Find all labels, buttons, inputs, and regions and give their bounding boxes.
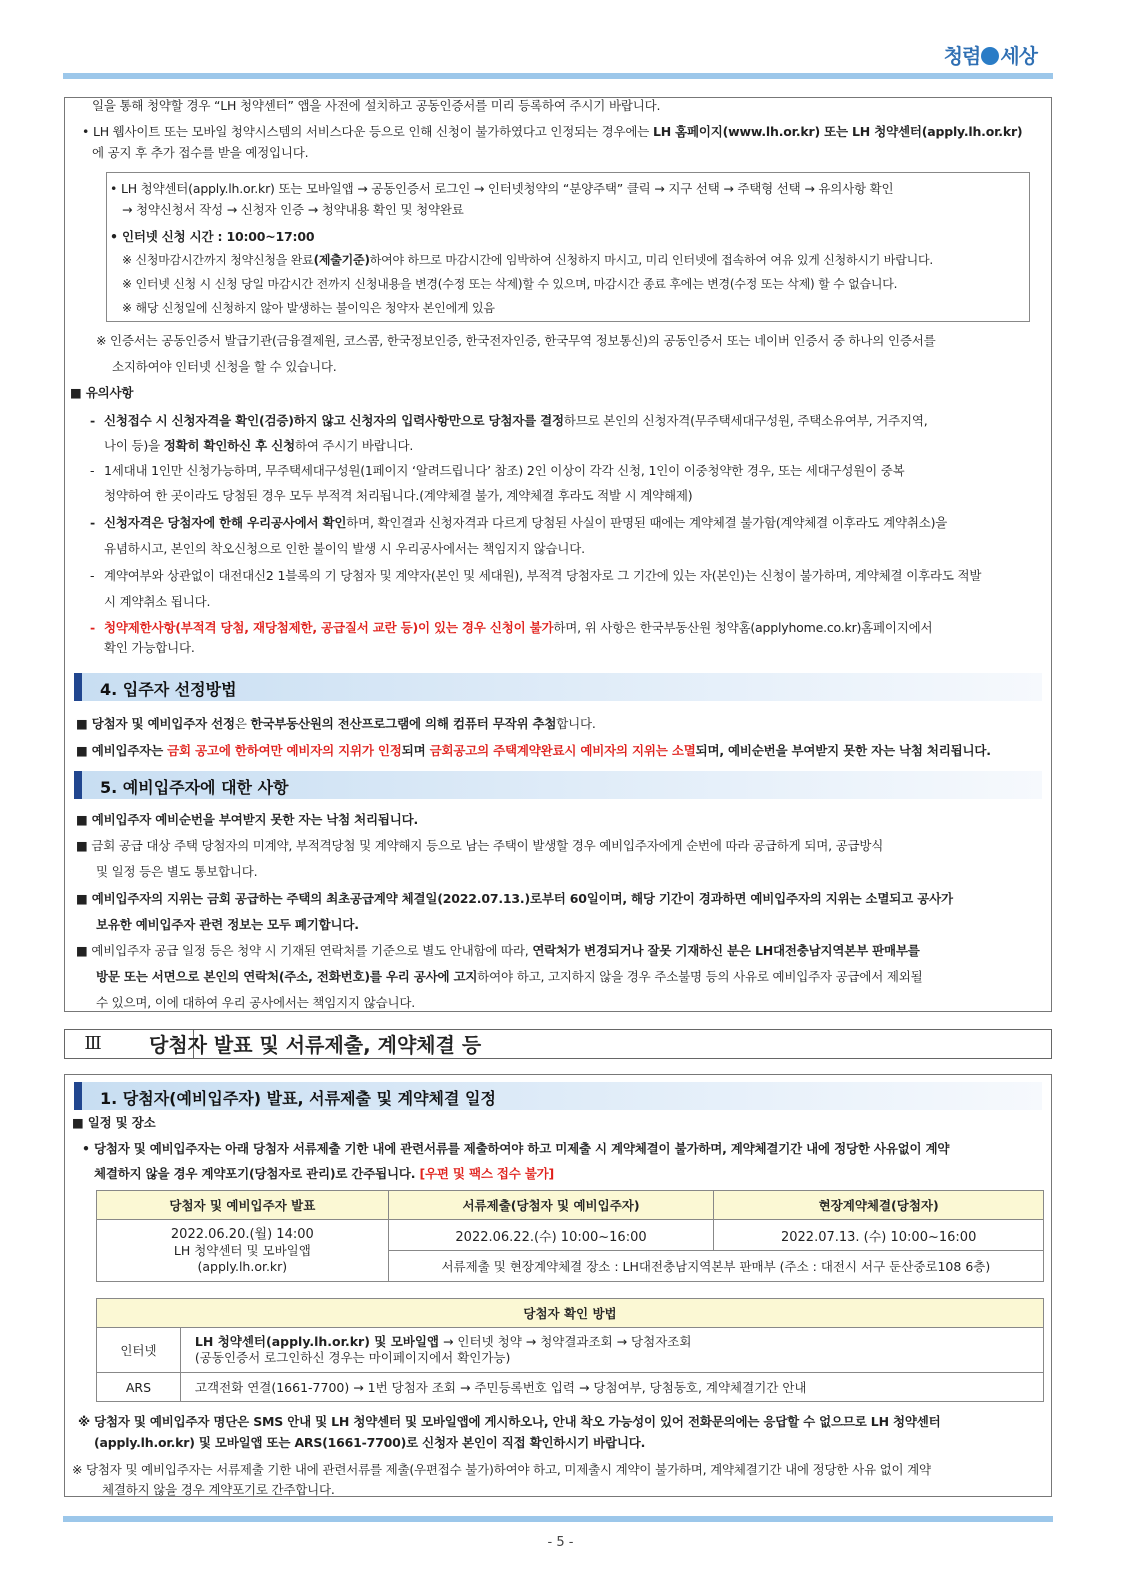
notice-item-4b: 시 계약취소 됩니다. <box>104 594 211 609</box>
contract-date: 2022.07.13. (수) 10:00~16:00 <box>714 1220 1044 1251</box>
schedule-note-2: 체결하지 않을 경우 계약포기(당첨자로 관리)로 간주됩니다. [우편 및 팩스 접수 불가] <box>94 1166 555 1181</box>
part-3-title: 당첨자 발표 및 서류제출, 계약체결 등 <box>149 1033 482 1057</box>
sms-note-2: (apply.lh.or.kr) 및 모바일앱 또는 ARS(1661-7700)로 신청자 본인이 직접 확인하시기 바랍니다. <box>94 1435 646 1450</box>
dash-5: - <box>90 620 95 635</box>
check-header: 당첨자 확인 방법 <box>97 1299 1044 1328</box>
page-number: - 5 - <box>547 1535 574 1550</box>
section-5-heading: 5. 예비입주자에 대한 사항 <box>74 771 1042 799</box>
notice-item-5b: 확인 가능합니다. <box>104 640 195 655</box>
selection-method: ■ 당첨자 및 예비입주자 선정은 한국부동산원의 전산프로그램에 의해 컴퓨터 무작위 추첨합니다. <box>76 716 596 731</box>
contract-note: ※ 당첨자 및 예비입주자는 서류제출 기한 내에 관련서류를 제출(우편접수 불가)하여야 하고, 미제출시 계약이 불가하며, 계약체결기간 내에 정당한 사유 없이 계약 <box>72 1462 931 1477</box>
notice-item-3b: 유념하시고, 본인의 착오신청으로 인한 불이익 발생 시 우리공사에서는 책임지지 않습니다. <box>104 541 585 556</box>
winner-check-table <box>96 1298 1044 1402</box>
reserve-item-2: ■ 금회 공급 대상 주택 당첨자의 미계약, 부적격당첨 및 계약해지 등으로 남는 주택이 발생할 경우 예비입주자에게 순번에 따라 공급하게 되며, 공급방식 <box>76 838 884 853</box>
ars-label: ARS <box>97 1373 181 1402</box>
sms-note: ※ 당첨자 및 예비입주자 명단은 SMS 안내 및 LH 청약센터 및 모바일앱에 게시하오나, 안내 착오 가능성이 있어 전화문의에는 응답할 수 없으므로 LH 청약센터 <box>78 1414 941 1429</box>
header-announce: 당첨자 및 예비입주자 발표 <box>97 1191 389 1220</box>
service-down-text: • LH 웹사이트 또는 모바일 청약시스템의 서비스다운 등으로 인해 신청이 불가하였다고 인정되는 경우에는 LH 홈페이지(www.lh.or.kr) 또는 LH 청약센터(apply.lh.or.kr) <box>82 124 1023 139</box>
dash-4: - <box>90 568 95 583</box>
internet-label: 인터넷 <box>97 1328 181 1373</box>
announce-date: 2022.06.20.(월) 14:00 <box>170 1226 314 1242</box>
notice-item-3: 신청자격은 당첨자에 한해 우리공사에서 확인하며, 확인결과 신청자격과 다르게 당첨된 사실이 판명된 때에는 계약체결 불가함(계약체결 이후라도 계약취소)을 <box>104 515 948 530</box>
content-box-2 <box>64 1074 1052 1497</box>
service-down-text-2: 에 공지 후 추가 접수를 받을 예정입니다. <box>92 145 309 160</box>
ars-method: 고객전화 연결(1661-7700) → 1번 당첨자 조회 → 주민등록번호 입력 → 당첨여부, 당첨동호, 계약체결기간 안내 <box>180 1373 1043 1402</box>
dash-3: - <box>90 515 95 530</box>
notice-item-5: 청약제한사항(부적격 당첨, 재당첨제한, 공급질서 교란 등)이 있는 경우 신청이 불가하며, 위 사항은 한국부동산원 청약홈(applyhome.co.kr)홈페이지에서 <box>104 620 933 635</box>
notice-item-2b: 청약하여 한 곳이라도 당첨된 경우 모두 부적격 처리됩니다.(계약체결 불가, 계약체결 후라도 적발 시 계약해제) <box>104 488 693 503</box>
dash-1: - <box>90 413 95 428</box>
reserve-item-4: ■ 예비입주자 공급 일정 등은 청약 시 기재된 연락처를 기준으로 별도 안내함에 따라, 연락처가 변경되거나 잘못 기재하신 분은 LH대전충남지역본부 판매부를 <box>76 943 920 958</box>
announce-url: (apply.lh.or.kr) <box>197 1258 288 1274</box>
apply-hours: • 인터넷 신청 시간 : 10:00~17:00 <box>110 229 315 244</box>
certificate-note: ※ 인증서는 공동인증서 발급기관(금융결제원, 코스콤, 한국정보인증, 한국전자인증, 한국무역 정보통신)의 공동인증서 또는 네이버 인증서 중 하나의 인증서를 <box>96 333 936 348</box>
dash-2: - <box>90 463 95 478</box>
clean-world-logo: 청렴 세상 <box>943 44 1037 68</box>
notice-heading: ■ 유의사항 <box>70 385 134 400</box>
notice-item-1: 신청접수 시 신청자격을 확인(검증)하지 않고 신청자의 입력사항만으로 당첨자를 결정하므로 본인의 신청자격(무주택세대구성원, 주택소유여부, 거주지역, <box>104 413 928 428</box>
notice-item-2: 1세대내 1인만 신청가능하며, 무주택세대구성원(1페이지 ‘알려드립니다’ 참조) 2인 이상이 각각 신청, 1인이 이중청약한 경우, 또는 세대구성원이 중복 <box>104 463 905 478</box>
part-3-header <box>64 1029 1052 1059</box>
documents-date: 2022.06.22.(수) 10:00~16:00 <box>388 1220 714 1251</box>
certificate-note-2: 소지하여야 인터넷 신청을 할 수 있습니다. <box>112 359 337 374</box>
place-cell: 서류제출 및 현장계약체결 장소 : LH대전충남지역본부 판매부 (주소 : 대전시 서구 둔산중로108 6층) <box>388 1251 1043 1282</box>
section-1-heading: 1. 당첨자(예비입주자) 발표, 서류제출 및 계약체결 일정 <box>74 1082 1042 1110</box>
header-contract: 현장계약체결(당첨자) <box>714 1191 1044 1220</box>
notice-item-4: 계약여부와 상관없이 대전대신2 1블록의 기 당첨자 및 계약자(본인 및 세대원), 부적격 당첨자로 그 기간에 있는 자(본인)는 신청이 불가하며, 계약체결 이후라도 적발 <box>104 568 982 583</box>
bottom-rule <box>63 1516 1053 1522</box>
top-rule <box>63 73 1053 79</box>
reserve-item-1: ■ 예비입주자 예비순번을 부여받지 못한 자는 낙첨 처리됩니다. <box>76 812 419 827</box>
contract-note-2: 체결하지 않을 경우 계약포기로 간주합니다. <box>102 1482 335 1497</box>
header-documents: 서류제출(당첨자 및 예비입주자) <box>388 1191 714 1220</box>
deadline-note: ※ 신청마감시간까지 청약신청을 완료(제출기준)하여야 하므로 마감시간에 임박하여 신청하지 마시고, 미리 인터넷에 접속하여 여유 있게 신청하시기 바랍니다. <box>122 253 933 267</box>
roman-numeral: Ⅲ <box>65 1030 122 1058</box>
reserve-item-4b: 방문 또는 서면으로 본인의 연락처(주소, 전화번호)를 우리 공사에 고지하여야 하고, 고지하지 않을 경우 주소불명 등의 사유로 예비입주자 공급에서 제외될 <box>96 969 923 984</box>
reserve-status: ■ 예비입주자는 금회 공고에 한하여만 예비자의 지위가 인정되며 금회공고의 주택계약완료시 예비자의 지위는 소멸되며, 예비순번을 부여받지 못한 자는 낙첨 처리됩니다. <box>76 743 991 758</box>
procedure-line-1: • LH 청약센터(apply.lh.or.kr) 또는 모바일앱 → 공동인증서 로그인 → 인터넷청약의 “분양주택” 클릭 → 지구 선택 → 주택형 선택 → 유의사항 확인 <box>110 181 894 196</box>
app-install-text: 일을 통해 청약할 경우 “LH 청약센터” 앱을 사전에 설치하고 공동인증서를 미리 등록하여 주시기 바랍니다. <box>92 98 661 113</box>
reserve-item-2b: 및 일정 등은 별도 통보합니다. <box>96 864 258 879</box>
reserve-item-4c: 수 있으며, 이에 대하여 우리 공사에서는 책임지지 않습니다. <box>96 995 415 1010</box>
section-4-heading: 4. 입주자 선정방법 <box>74 673 1042 701</box>
change-note: ※ 인터넷 신청 시 신청 당일 마감시간 전까지 신청내용을 변경(수정 또는 삭제)할 수 있으며, 마감시간 종료 후에는 변경(수정 또는 삭제) 할 수 없습니다. <box>122 277 898 291</box>
globe-icon <box>981 47 999 65</box>
disadvantage-note: ※ 해당 신청일에 신청하지 않아 발생하는 불이익은 청약자 본인에게 있음 <box>122 301 495 315</box>
procedure-line-2: → 청약신청서 작성 → 신청자 인증 → 청약내용 확인 및 청약완료 <box>122 202 464 217</box>
announce-cell <box>97 1220 389 1282</box>
announce-where: LH 청약센터 및 모바일앱 <box>173 1242 311 1258</box>
schedule-note-1: • 당첨자 및 예비입주자는 아래 당첨자 서류제출 기한 내에 관련서류를 제출하여야 하고 미제출 시 계약체결이 불가하며, 계약체결기간 내에 정당한 사유없이 계약 <box>82 1141 950 1156</box>
schedule-heading: ■ 일정 및 장소 <box>72 1115 156 1130</box>
schedule-table <box>96 1190 1044 1282</box>
internet-method: LH 청약센터(apply.lh.or.kr) 및 모바일앱 → 인터넷 청약 → 청약결과조회 → 당첨자조회 (공동인증서 로그인하신 경우는 마이페이지에서 확인가능) <box>180 1328 1043 1373</box>
reserve-item-3: ■ 예비입주자의 지위는 금회 공급하는 주택의 최초공급계약 체결일(2022.07.13.)로부터 60일이며, 해당 기간이 경과하면 예비입주자의 지위는 소멸되고 공사가 <box>76 891 953 906</box>
notice-item-1b: 나이 등)을 정확히 확인하신 후 신청하여 주시기 바랍니다. <box>104 438 414 453</box>
reserve-item-3b: 보유한 예비입주자 관련 정보는 모두 폐기합니다. <box>96 917 359 932</box>
